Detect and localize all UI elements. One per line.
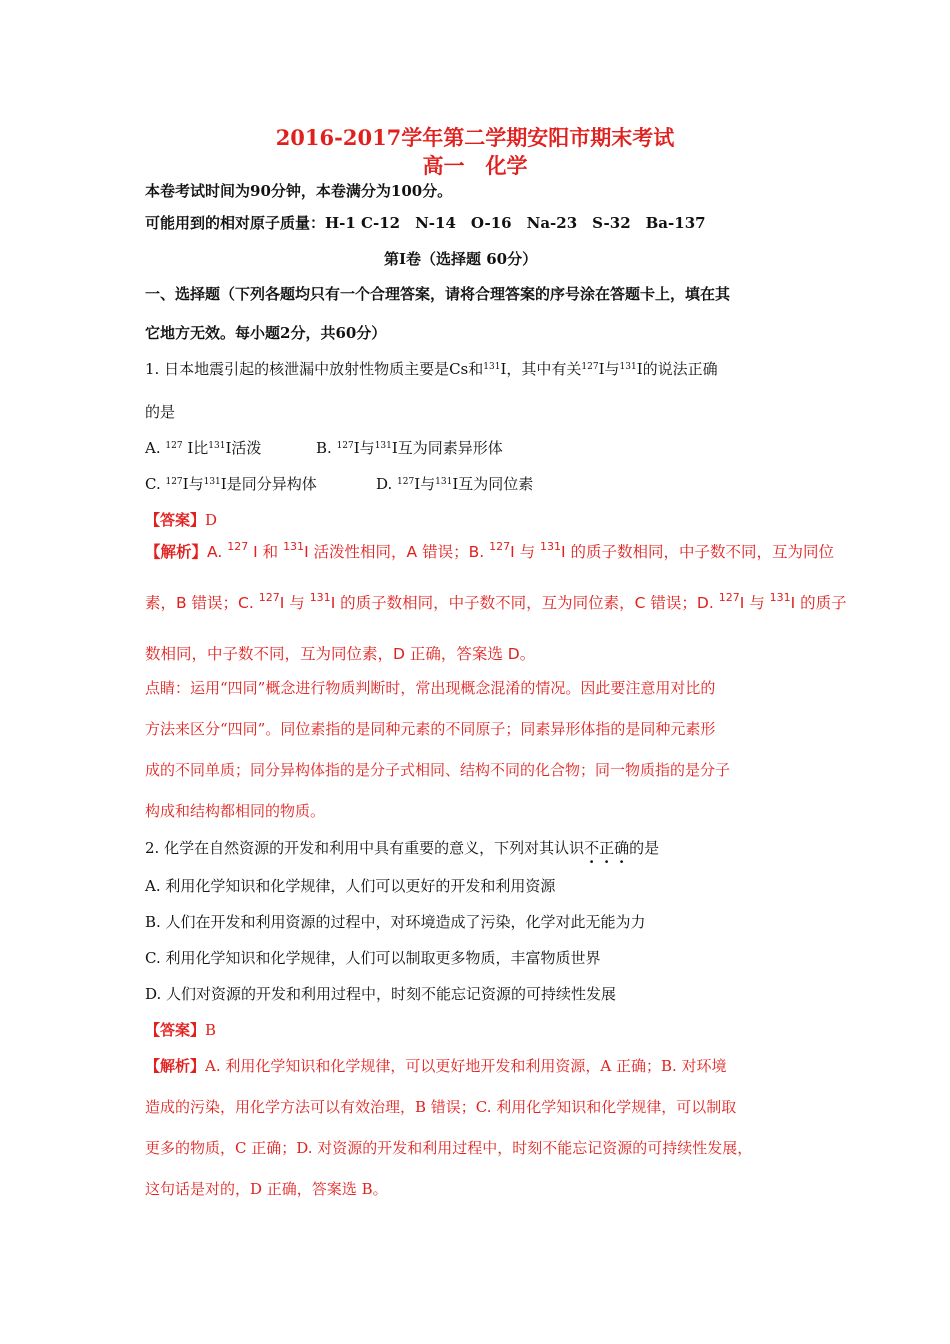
analysis-label: 【解析】 — [145, 543, 208, 561]
answer-value: D — [205, 511, 218, 529]
q1-answer — [145, 509, 217, 530]
exam-title: 2016-2017学年第二学期安阳市期末考试 — [275, 125, 675, 150]
q1-stem-line2: 的是 — [145, 403, 176, 421]
q2-answer — [145, 1019, 216, 1040]
emphasis-dot: 确 — [614, 839, 630, 857]
q2-analysis-line4: 这句话是对的，D 正确，答案选 B。 — [145, 1180, 388, 1198]
q1-analysis-line1: 【解析】A. $^{127}$ I 和 $^{131}$I 活泼性相同，A 错误；B. $^{127}$I 与 $^{131}$I 的质子数相同，中子数不同，互为同位 — [145, 540, 835, 561]
part-title: 第Ⅰ卷（选择题 60分） — [384, 250, 538, 268]
q1-option-c: C. $^{127}$I与$^{131}$I是同分异构体 — [145, 475, 317, 493]
q1-option-d: D. $^{127}$I与$^{131}$I互为同位素 — [376, 475, 534, 493]
q1-option-b: B. $^{127}$I与$^{131}$I互为同素异形体 — [316, 439, 503, 457]
emphasis-dot: 不 — [584, 839, 600, 857]
q1-option-a: A. $^{127}$ I比$^{131}$I活泼 — [145, 439, 262, 457]
section-instructions-line2: 它地方无效。每小题2分，共60分） — [145, 324, 387, 342]
q2-option-d: D. 人们对资源的开发和利用过程中，时刻不能忘记资源的可持续性发展 — [145, 985, 617, 1003]
q2-option-c: C. 利用化学知识和化学规律，人们可以制取更多物质，丰富物质世界 — [145, 949, 601, 967]
q1-tip-line1: 点睛：运用“四同”概念进行物质判断时，常出现概念混淆的情况。因此要注意用对比的 — [145, 679, 716, 697]
q1-tip-line2: 方法来区分“四同”。同位素指的是同种元素的不同原子；同素异形体指的是同种元素形 — [145, 720, 716, 738]
q2-analysis-line1: 【解析】A. 利用化学知识和化学规律，可以更好地开发和利用资源，A 正确；B. 对环境 — [145, 1057, 727, 1075]
atomic-masses-note: 可能用到的相对原子质量：H-1 C-12 N-14 O-16 Na-23 S-32 Ba-137 — [145, 214, 706, 232]
q2-option-b: B. 人们在开发和利用资源的过程中，对环境造成了污染，化学对此无能为力 — [145, 913, 646, 931]
q1-stem: 1. 日本地震引起的核泄漏中放射性物质主要是Cs和$^{131}$I，其中有关$^{127}$I与$^{131}$I的说法正确 — [145, 360, 718, 378]
q2-analysis-line3: 更多的物质，C 正确；D. 对资源的开发和利用过程中，时刻不能忘记资源的可持续性发展， — [145, 1139, 753, 1157]
answer-label: 【答案】 — [145, 1021, 206, 1039]
q1-tip-line4: 构成和结构都相同的物质。 — [145, 802, 326, 820]
q2-stem: 2. 化学在自然资源的开发和利用中具有重要的意义，下列对其认识不正确的是 — [145, 839, 660, 857]
section-instructions-line1: 一、选择题（下列各题均只有一个合理答案，请将合理答案的序号涂在答题卡上，填在其 — [145, 285, 731, 303]
exam-subtitle: 高一 化学 — [422, 153, 528, 178]
q2-analysis-line2: 造成的污染，用化学方法可以有效治理，B 错误；C. 利用化学知识和化学规律，可以制取 — [145, 1098, 737, 1116]
analysis-label: 【解析】 — [145, 1057, 206, 1075]
q1-analysis-line3: 数相同，中子数不同，互为同位素，D 正确，答案选 D。 — [145, 645, 536, 663]
emphasis-dot: 正 — [599, 839, 615, 857]
exam-time-note: 本卷考试时间为90分钟，本卷满分为100分。 — [145, 182, 453, 200]
answer-label: 【答案】 — [145, 511, 206, 529]
q1-analysis-line2: 素，B 错误；C. $^{127}$I 与 $^{131}$I 的质子数相同，中子数不同，互为同位素，C 错误；D. $^{127}$I 与 $^{131}$I 的质子 — [145, 591, 847, 612]
answer-value: B — [205, 1021, 217, 1039]
q2-option-a: A. 利用化学知识和化学规律，人们可以更好的开发和利用资源 — [145, 877, 556, 895]
q1-tip-line3: 成的不同单质；同分异构体指的是分子式相同、结构不同的化合物；同一物质指的是分子 — [145, 761, 731, 779]
